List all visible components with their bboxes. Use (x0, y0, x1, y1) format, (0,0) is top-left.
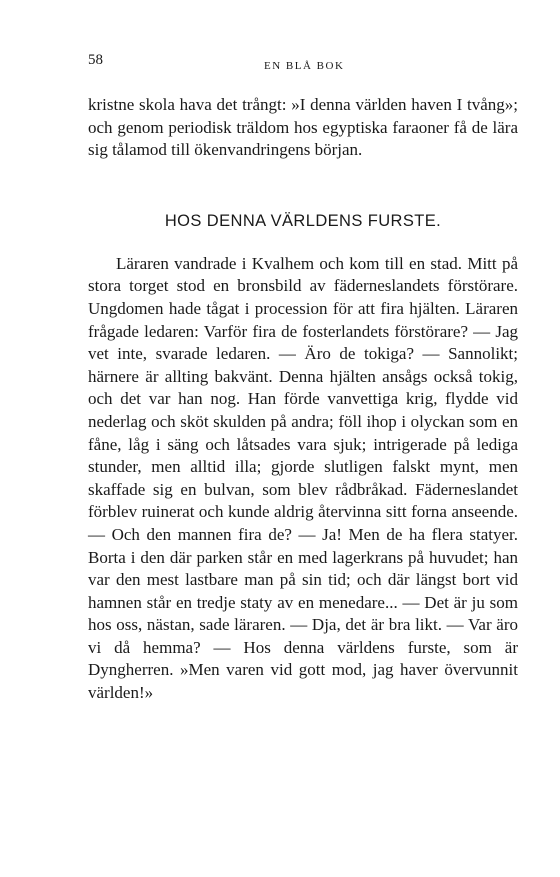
page-number: 58 (88, 52, 103, 68)
book-page (88, 52, 518, 705)
body-paragraph: Läraren vandrade i Kvalhem och kom till en stad. Mitt på stora torget stod en bronsbild av fäderneslandets förstörare. Ungdomen hade tågat i procession för att fira hjälten. Läraren frågade ledaren: Varför fira de fosterlandets förstörare? — Jag vet inte, svarade ledaren. — Äro de tokiga? — Sannolikt; härnere är allting bakvänt. Denna hjälten ansågs också tokig, och det var han nog. Han förde vanvettiga krig, flydde vid nederlag och sköt skulden på andra; föll ihop i olyckan som en fåne, låg i säng och låtsades vara sjuk; intrigerade på lediga stunder, men alltid illa; gjorde slutligen falskt mynt, men skaffade sig en bulvan, som blev rådbråkad. Fäderneslandet förblev ruinerat och kunde aldrig återvinna sitt forna anseende. — Och den mannen fira de? — Ja! Men de ha flera statyer. Borta i den där parken står en med lagerkrans på huvudet; han var den mest lastbare man på sin tid; och där längst bort vid hamnen står en tredje staty av en menedare... — Det är ju som hos oss, nästan, sade läraren. — Dja, det är bra likt. — Var äro vi då hemma? — Hos denna världens furste, som är Dyngherren. »Men varen vid gott mod, jag haver övervunnit världen!» (88, 253, 518, 703)
running-head: EN BLÅ BOK (264, 60, 345, 72)
page-header (88, 52, 518, 80)
continuation-paragraph: kristne skola hava det trångt: »I denna världen haven I tvång»; och genom periodisk träldom hos egyptiska faraoner få de lära sig tålamod till ökenvandringens början. (88, 95, 518, 160)
section-title: HOS DENNA VÄRLDENS FURSTE. (164, 211, 442, 230)
